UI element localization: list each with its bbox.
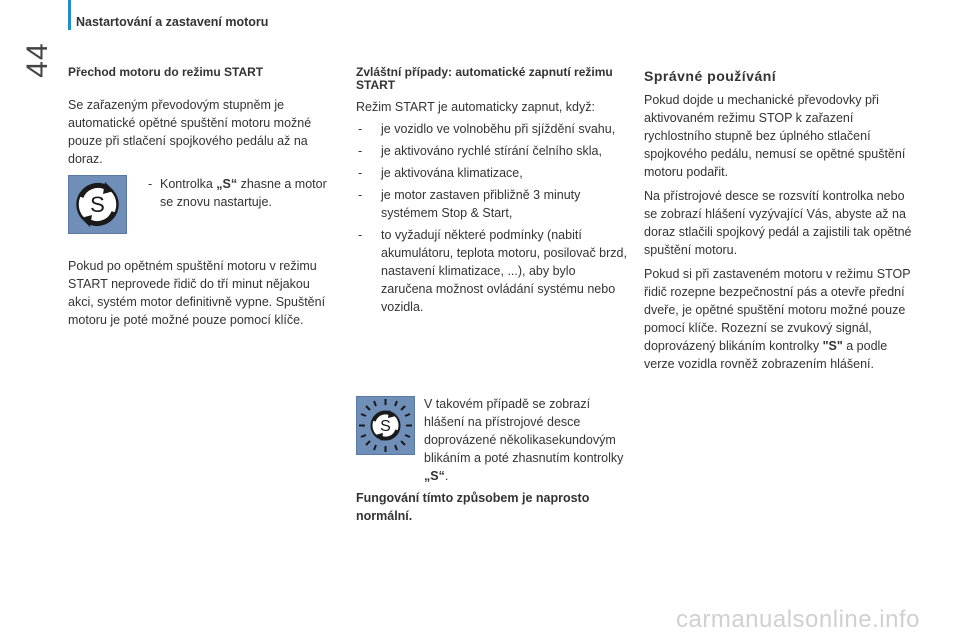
column-left	[68, 66, 336, 329]
flashing-lamp-explanation	[356, 396, 628, 486]
list-item: - je aktivována klimatizace,	[358, 166, 523, 180]
paragraph: Pokud po opětném spuštění motoru v režimu START neprovede řidič do tří minut nějakou akci, systém motor definitivně vypne. Spuštění motoru je poté možné pouze pomocí klíče.	[68, 259, 326, 327]
lamp-text-pre: Kontrolka	[160, 177, 217, 191]
lamp-explanation	[68, 175, 336, 245]
section-title-correct-use: Správné používání	[644, 68, 777, 84]
stop-start-s-flashing-icon	[356, 396, 415, 455]
para3-bold: "S"	[822, 339, 843, 353]
lamp2-text-bold: „S“	[424, 469, 445, 483]
list-item: - to vyžadují některé podmínky (nabití akumulátoru, teplota motoru, posilovač brzd, nastavení klimatizace, ...), aby bylo zaručena možnost ovládání systému nebo vozidla.	[358, 228, 627, 314]
section-heading-start-mode: Přechod motoru do režimu START	[68, 65, 264, 79]
conditions-list	[356, 120, 628, 316]
page-number: 44	[21, 42, 54, 78]
flashing-lamp-note: V takovém případě se zobrazí hlášení na přístrojové desce doprovázené několikasekundovým blikáním a poté zhasnutím kontrolky „S“.	[424, 397, 624, 483]
lamp-note	[148, 175, 338, 211]
stop-start-s-icon	[68, 175, 127, 234]
watermark: carmanualsonline.info	[676, 606, 920, 633]
list-item: - je vozidlo ve volnoběhu při sjíždění svahu,	[358, 122, 616, 136]
list-item: - je aktivováno rychlé stírání čelního skla,	[358, 144, 602, 158]
list-item: - je motor zastaven přibližně 3 minuty systémem Stop & Start,	[358, 188, 581, 220]
paragraph: Na přístrojové desce se rozsvítí kontrolka nebo se zobrazí hlášení vyzývající Vás, abyste až na doraz stlačili spojkový pedál a zajistili tak opětné spuštění motoru.	[644, 189, 912, 257]
section-heading-special-cases: Zvláštní případy: automatické zapnutí režimu START	[356, 65, 613, 92]
svg-text:S: S	[380, 418, 391, 435]
paragraph: Se zařazeným převodovým stupněm je automatické opětné spuštění motoru možné pouze při stlačení spojkového pedálu až na doraz.	[68, 98, 312, 166]
svg-text:S: S	[90, 192, 105, 217]
paragraph: Pokud dojde u mechanické převodovky při aktivovaném režimu STOP k zařazení rychlostního stupně bez úplného stlačení spojkového pedálu, nemusí se opětné spuštění motoru podařit.	[644, 93, 906, 179]
column-middle	[356, 66, 628, 320]
normal-operation-note: Fungování tímto způsobem je naprosto normální.	[356, 491, 590, 523]
paragraph: Pokud si při zastaveném motoru v režimu STOP řidič rozepne bezpečnostní pás a otevře přední dveře, je opětné spuštění motoru možné pouze pomocí klíče. Rozezní se zvukový signál, doprovázený blikáním kontrolky "S" a podle verze vozidla rovněž zobrazením hlášení.	[644, 267, 911, 371]
lamp-text-post: zhasne a motor se znovu nastartuje.	[160, 177, 327, 209]
list-dash: -	[148, 177, 153, 191]
page-header-title: Nastartování a zastavení motoru	[76, 15, 269, 29]
header-accent-bar	[68, 0, 71, 30]
paragraph-intro: Režim START je automaticky zapnut, když:	[356, 100, 595, 114]
column-right	[644, 66, 916, 373]
lamp-text-bold: „S“	[216, 177, 238, 191]
